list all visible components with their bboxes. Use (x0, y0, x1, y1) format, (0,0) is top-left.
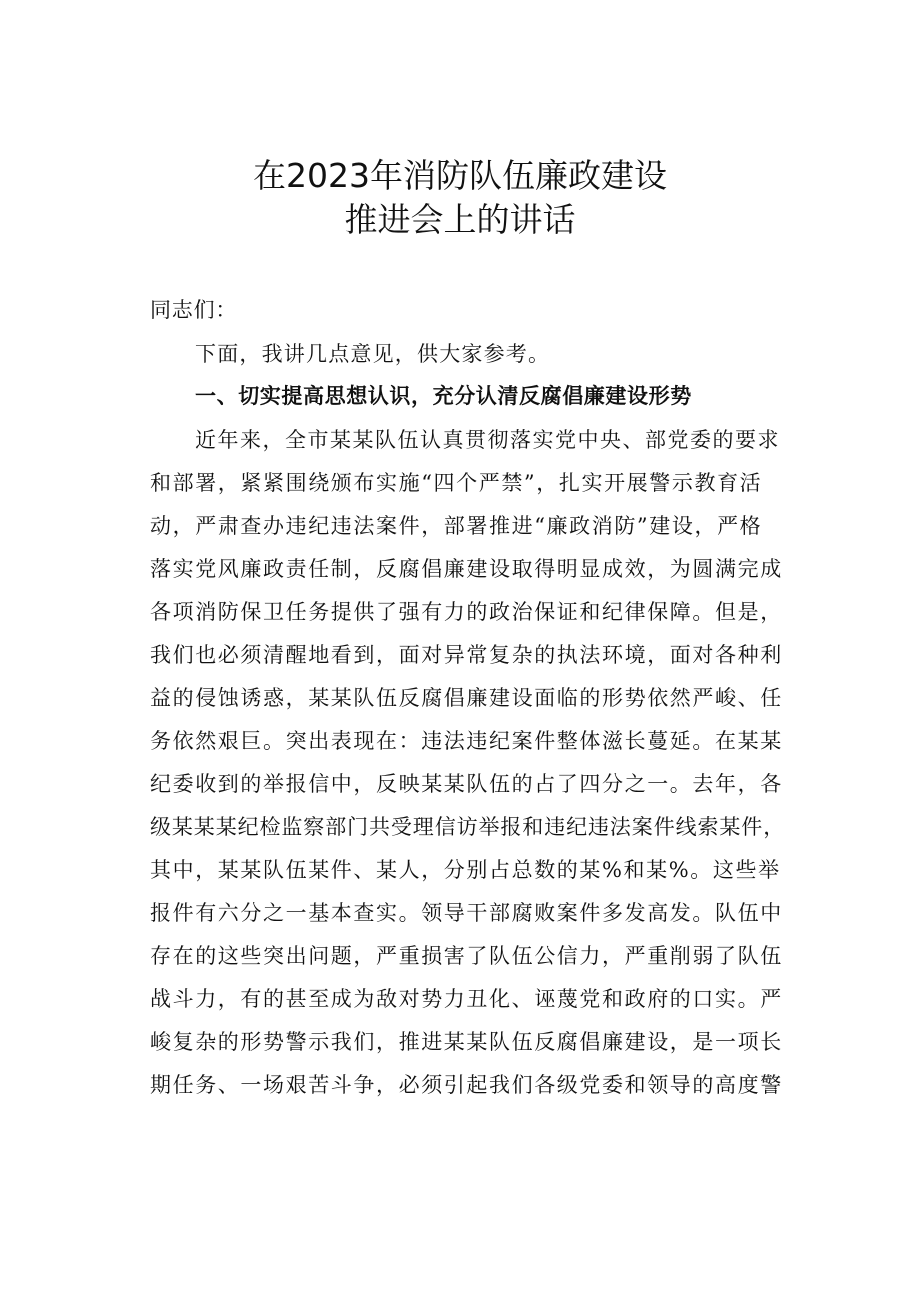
paragraph-line: 期任务、一场艰苦斗争，必须引起我们各级党委和领导的高度警 (150, 1073, 783, 1097)
paragraph-line: 我们也必须清醒地看到，面对异常复杂的执法环境，面对各种利 (150, 643, 783, 667)
intro-paragraph: 下面，我讲几点意见，供大家参考。 (195, 342, 551, 366)
paragraph-line: 动，严肃查办违纪违法案件，部署推进“廉政消防”建设，严格 (150, 514, 763, 538)
paragraph-line: 峻复杂的形势警示我们，推进某某队伍反腐倡廉建设，是一项长 (150, 1030, 783, 1054)
document-title-line-2: 推进会上的讲话 (344, 200, 576, 239)
paragraph-line: 纪委收到的举报信中，反映某某队伍的占了四分之一。去年，各 (150, 772, 783, 796)
paragraph-line: 各项消防保卫任务提供了强有力的政治保证和纪律保障。但是， (150, 600, 783, 624)
paragraph-line: 其中，某某队伍某件、某人，分别占总数的某%和某%。这些举 (150, 858, 781, 882)
paragraph-line: 存在的这些突出问题，严重损害了队伍公信力，严重削弱了队伍 (150, 944, 783, 968)
paragraph-line: 和部署，紧紧围绕颁布实施“四个严禁”，扎实开展警示教育活 (150, 471, 763, 495)
salutation: 同志们： (150, 298, 238, 322)
paragraph-line: 务依然艰巨。突出表现在：违法违纪案件整体滋长蔓延。在某某 (150, 729, 783, 753)
document-title-line-1: 在2023年消防队伍廉政建设 (253, 156, 667, 195)
paragraph-line: 战斗力，有的甚至成为敌对势力丑化、诬蔑党和政府的口实。严 (150, 987, 783, 1011)
paragraph-line: 落实党风廉政责任制，反腐倡廉建设取得明显成效，为圆满完成 (150, 557, 783, 581)
paragraph-line: 报件有六分之一基本查实。领导干部腐败案件多发高发。队伍中 (150, 901, 783, 925)
paragraph-line: 级某某某纪检监察部门共受理信访举报和违纪违法案件线索某件， (150, 815, 786, 839)
paragraph-line: 近年来，全市某某队伍认真贯彻落实党中央、部党委的要求 (195, 428, 780, 452)
paragraph-line: 益的侵蚀诱惑，某某队伍反腐倡廉建设面临的形势依然严峻、任 (150, 686, 783, 710)
section-heading: 一、切实提高思想认识，充分认清反腐倡廉建设形势 (195, 384, 692, 408)
